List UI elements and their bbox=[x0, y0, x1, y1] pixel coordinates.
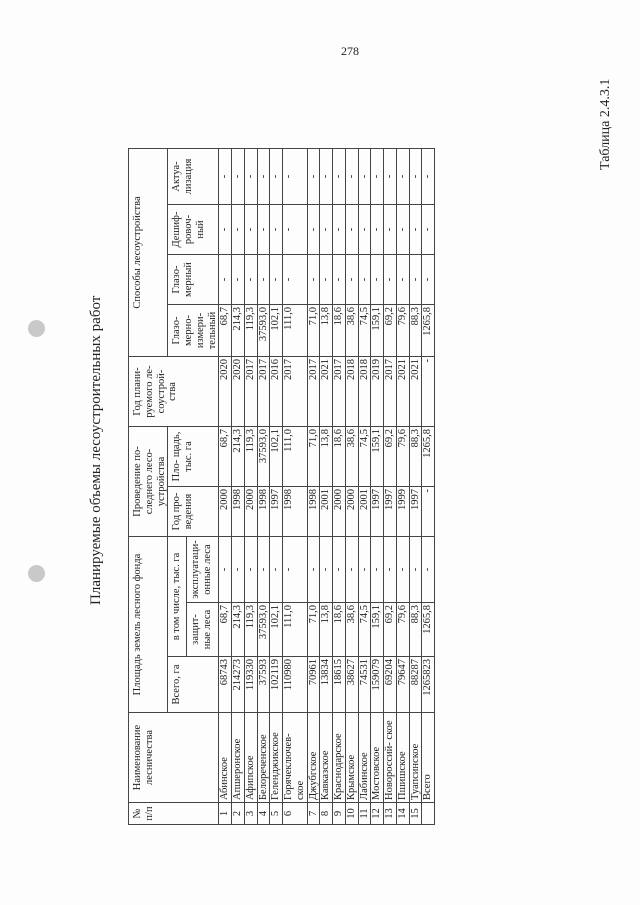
cell-plan: 2016 bbox=[270, 357, 283, 427]
cell-m2: - bbox=[283, 255, 308, 305]
cell-area: 214,3 bbox=[232, 427, 245, 487]
table-row bbox=[219, 149, 232, 825]
cell-prot: 74,5 bbox=[358, 603, 371, 657]
cell-m1: 74,5 bbox=[358, 305, 371, 357]
cell-m4: - bbox=[396, 149, 409, 205]
cell-m3: - bbox=[345, 205, 358, 255]
cell-m2: - bbox=[270, 255, 283, 305]
header-method-2: Глазо- мерный bbox=[168, 255, 219, 305]
cell-n: 6 bbox=[283, 803, 308, 825]
cell-m4: - bbox=[307, 149, 320, 205]
cell-m4: - bbox=[409, 149, 422, 205]
cell-m4: - bbox=[270, 149, 283, 205]
cell-prot: 38,6 bbox=[345, 603, 358, 657]
cell-m2: - bbox=[371, 255, 384, 305]
cell-m3: - bbox=[333, 205, 346, 255]
cell-m4: - bbox=[345, 149, 358, 205]
cell-total: 1265823 bbox=[422, 657, 435, 713]
cell-n: 8 bbox=[320, 803, 333, 825]
table-row bbox=[270, 149, 283, 825]
cell-year: 1998 bbox=[307, 487, 320, 537]
cell-m1: 159,1 bbox=[371, 305, 384, 357]
cell-m1: 214,3 bbox=[232, 305, 245, 357]
cell-plan: - bbox=[422, 357, 435, 427]
cell-n: 1 bbox=[219, 803, 232, 825]
cell-m2: - bbox=[333, 255, 346, 305]
cell-n: 4 bbox=[257, 803, 270, 825]
cell-year: 2001 bbox=[358, 487, 371, 537]
cell-m3: - bbox=[396, 205, 409, 255]
cell-prot: 37593,0 bbox=[257, 603, 270, 657]
cell-m1: 111,0 bbox=[283, 305, 308, 357]
table-row bbox=[396, 149, 409, 825]
cell-n: 3 bbox=[244, 803, 257, 825]
cell-expl: - bbox=[409, 537, 422, 603]
cell-year: - bbox=[422, 487, 435, 537]
cell-m3: - bbox=[219, 205, 232, 255]
document-title: Планируемые объемы лесоустроительных работ bbox=[88, 295, 104, 605]
cell-m3: - bbox=[257, 205, 270, 255]
cell-name: Туапсинское bbox=[409, 713, 422, 803]
cell-plan: 2017 bbox=[257, 357, 270, 427]
cell-expl: - bbox=[333, 537, 346, 603]
table-body bbox=[219, 149, 435, 825]
cell-m3: - bbox=[244, 205, 257, 255]
cell-m4: - bbox=[333, 149, 346, 205]
table-row bbox=[333, 149, 346, 825]
cell-expl: - bbox=[244, 537, 257, 603]
cell-area: 69,2 bbox=[384, 427, 397, 487]
cell-n: 2 bbox=[232, 803, 245, 825]
cell-expl: - bbox=[384, 537, 397, 603]
cell-m1: 69,2 bbox=[384, 305, 397, 357]
cell-m2: - bbox=[409, 255, 422, 305]
cell-plan: 2021 bbox=[320, 357, 333, 427]
cell-total: 13834 bbox=[320, 657, 333, 713]
cell-plan: 2020 bbox=[232, 357, 245, 427]
header-method-3: Дешиф- ровоч- ный bbox=[168, 205, 219, 255]
table-row bbox=[371, 149, 384, 825]
cell-m3: - bbox=[232, 205, 245, 255]
cell-m1: 88,3 bbox=[409, 305, 422, 357]
cell-expl: - bbox=[371, 537, 384, 603]
cell-name: Абинское bbox=[219, 713, 232, 803]
cell-m2: - bbox=[358, 255, 371, 305]
cell-m2: - bbox=[257, 255, 270, 305]
cell-area: 18,6 bbox=[333, 427, 346, 487]
cell-name: Афипское bbox=[244, 713, 257, 803]
cell-total: 38627 bbox=[345, 657, 358, 713]
cell-area: 79,6 bbox=[396, 427, 409, 487]
cell-m4: - bbox=[384, 149, 397, 205]
cell-total: 102119 bbox=[270, 657, 283, 713]
cell-expl: - bbox=[307, 537, 320, 603]
cell-prot: 111,0 bbox=[283, 603, 308, 657]
header-prev-area: Пло- щадь, тыс. га bbox=[168, 427, 219, 487]
cell-m4: - bbox=[232, 149, 245, 205]
cell-prot: 68,7 bbox=[219, 603, 232, 657]
cell-expl: - bbox=[219, 537, 232, 603]
cell-m4: - bbox=[244, 149, 257, 205]
cell-area: 68,7 bbox=[219, 427, 232, 487]
cell-prot: 159,1 bbox=[371, 603, 384, 657]
cell-m3: - bbox=[358, 205, 371, 255]
cell-total: 110980 bbox=[283, 657, 308, 713]
cell-year: 2000 bbox=[219, 487, 232, 537]
cell-year: 2001 bbox=[320, 487, 333, 537]
header-row-1 bbox=[129, 149, 168, 825]
table-row bbox=[358, 149, 371, 825]
cell-prot: 18,6 bbox=[333, 603, 346, 657]
cell-total: 37593 bbox=[257, 657, 270, 713]
cell-total: 214273 bbox=[232, 657, 245, 713]
cell-area: 102,1 bbox=[270, 427, 283, 487]
table-row bbox=[232, 149, 245, 825]
cell-area: 159,1 bbox=[371, 427, 384, 487]
cell-m3: - bbox=[371, 205, 384, 255]
header-method-1: Глазо- мерно- измери- тельный bbox=[168, 305, 219, 357]
cell-m2: - bbox=[307, 255, 320, 305]
cell-name: Белореченское bbox=[257, 713, 270, 803]
cell-plan: 2017 bbox=[244, 357, 257, 427]
cell-n: 13 bbox=[384, 803, 397, 825]
header-prev-group: Проведение по- следнего лесо- устройства bbox=[129, 427, 168, 537]
cell-plan: 2018 bbox=[358, 357, 371, 427]
cell-year: 1998 bbox=[257, 487, 270, 537]
cell-m4: - bbox=[283, 149, 308, 205]
cell-m1: 119,3 bbox=[244, 305, 257, 357]
cell-n: 5 bbox=[270, 803, 283, 825]
table-row bbox=[257, 149, 270, 825]
cell-n: 12 bbox=[371, 803, 384, 825]
cell-prot: 13,8 bbox=[320, 603, 333, 657]
cell-expl: - bbox=[358, 537, 371, 603]
cell-m3: - bbox=[409, 205, 422, 255]
cell-year: 2000 bbox=[244, 487, 257, 537]
cell-m3: - bbox=[384, 205, 397, 255]
cell-name: Крымское bbox=[345, 713, 358, 803]
cell-prot: 79,6 bbox=[396, 603, 409, 657]
cell-total: 79647 bbox=[396, 657, 409, 713]
cell-area: 13,8 bbox=[320, 427, 333, 487]
cell-year: 1997 bbox=[384, 487, 397, 537]
page-number: 278 bbox=[341, 44, 359, 58]
cell-expl: - bbox=[283, 537, 308, 603]
cell-m2: - bbox=[320, 255, 333, 305]
cell-m3: - bbox=[283, 205, 308, 255]
cell-expl: - bbox=[270, 537, 283, 603]
cell-area: 38,6 bbox=[345, 427, 358, 487]
cell-prot: 88,3 bbox=[409, 603, 422, 657]
cell-n: 7 bbox=[307, 803, 320, 825]
cell-m1: 79,6 bbox=[396, 305, 409, 357]
header-total: Всего, га bbox=[168, 657, 219, 713]
cell-plan: 2018 bbox=[345, 357, 358, 427]
cell-n: 10 bbox=[345, 803, 358, 825]
cell-year: 1998 bbox=[283, 487, 308, 537]
cell-plan: 2020 bbox=[219, 357, 232, 427]
cell-prot: 71,0 bbox=[307, 603, 320, 657]
cell-expl: - bbox=[396, 537, 409, 603]
table-row bbox=[345, 149, 358, 825]
table-row bbox=[320, 149, 333, 825]
cell-m2: - bbox=[345, 255, 358, 305]
cell-total: 18615 bbox=[333, 657, 346, 713]
cell-total: 68743 bbox=[219, 657, 232, 713]
header-num: № п/п bbox=[129, 803, 219, 825]
cell-prot: 1265,8 bbox=[422, 603, 435, 657]
cell-expl: - bbox=[257, 537, 270, 603]
forest-works-table bbox=[128, 148, 435, 825]
header-methods: Способы лесоустройства bbox=[129, 149, 168, 357]
cell-area: 111,0 bbox=[283, 427, 308, 487]
cell-plan: 2019 bbox=[371, 357, 384, 427]
cell-m1: 68,7 bbox=[219, 305, 232, 357]
cell-area: 74,5 bbox=[358, 427, 371, 487]
cell-m4: - bbox=[219, 149, 232, 205]
cell-name: Мостовское bbox=[371, 713, 384, 803]
cell-name: Апшеронское bbox=[232, 713, 245, 803]
cell-name: Геленджикское bbox=[270, 713, 283, 803]
header-incl: в том числе, тыс. га bbox=[168, 537, 187, 657]
table-row bbox=[283, 149, 308, 825]
cell-expl: - bbox=[422, 537, 435, 603]
header-area-group: Площадь земель лесного фонда bbox=[129, 537, 168, 713]
cell-n: 14 bbox=[396, 803, 409, 825]
cell-plan: 2021 bbox=[396, 357, 409, 427]
cell-expl: - bbox=[232, 537, 245, 603]
cell-m1: 1265,8 bbox=[422, 305, 435, 357]
cell-year: 2000 bbox=[333, 487, 346, 537]
cell-total: 119330 bbox=[244, 657, 257, 713]
cell-year: 1997 bbox=[270, 487, 283, 537]
cell-area: 1265,8 bbox=[422, 427, 435, 487]
cell-m2: - bbox=[384, 255, 397, 305]
cell-m1: 38,6 bbox=[345, 305, 358, 357]
cell-plan: 2017 bbox=[384, 357, 397, 427]
table-label: Таблица 2.4.3.1 bbox=[598, 78, 613, 170]
cell-year: 1998 bbox=[232, 487, 245, 537]
cell-year: 2000 bbox=[345, 487, 358, 537]
cell-m3: - bbox=[307, 205, 320, 255]
table-row bbox=[422, 149, 435, 825]
cell-n: 9 bbox=[333, 803, 346, 825]
cell-m3: - bbox=[270, 205, 283, 255]
cell-name: Лабинское bbox=[358, 713, 371, 803]
cell-m2: - bbox=[244, 255, 257, 305]
cell-n: 11 bbox=[358, 803, 371, 825]
cell-prot: 69,2 bbox=[384, 603, 397, 657]
cell-area: 88,3 bbox=[409, 427, 422, 487]
header-exploit: эксплуатаци- онные леса bbox=[186, 537, 218, 603]
cell-n bbox=[422, 803, 435, 825]
header-method-4: Актуа- лизация bbox=[168, 149, 219, 205]
cell-m1: 18,6 bbox=[333, 305, 346, 357]
table-row bbox=[384, 149, 397, 825]
cell-prot: 119,3 bbox=[244, 603, 257, 657]
cell-expl: - bbox=[320, 537, 333, 603]
cell-m4: - bbox=[320, 149, 333, 205]
cell-name: Горячеключев- ское bbox=[283, 713, 308, 803]
cell-m1: 37593,0 bbox=[257, 305, 270, 357]
cell-m2: - bbox=[422, 255, 435, 305]
cell-area: 119,3 bbox=[244, 427, 257, 487]
cell-m3: - bbox=[422, 205, 435, 255]
header-protective: защит- ные леса bbox=[186, 603, 218, 657]
cell-total: 74531 bbox=[358, 657, 371, 713]
cell-m3: - bbox=[320, 205, 333, 255]
header-plan-year: Год плани- руемого ле- соустрой- ства bbox=[129, 357, 219, 427]
cell-total: 70961 bbox=[307, 657, 320, 713]
cell-area: 37593,0 bbox=[257, 427, 270, 487]
header-name: Наименование лесничества bbox=[129, 713, 219, 803]
cell-m2: - bbox=[232, 255, 245, 305]
cell-m4: - bbox=[257, 149, 270, 205]
cell-expl: - bbox=[345, 537, 358, 603]
cell-m1: 71,0 bbox=[307, 305, 320, 357]
cell-prot: 102,1 bbox=[270, 603, 283, 657]
table-row bbox=[244, 149, 257, 825]
cell-name: Всего bbox=[422, 713, 435, 803]
cell-year: 1997 bbox=[409, 487, 422, 537]
cell-year: 1997 bbox=[371, 487, 384, 537]
cell-m2: - bbox=[396, 255, 409, 305]
cell-year: 1999 bbox=[396, 487, 409, 537]
cell-m1: 13,8 bbox=[320, 305, 333, 357]
cell-total: 88287 bbox=[409, 657, 422, 713]
cell-plan: 2021 bbox=[409, 357, 422, 427]
cell-m4: - bbox=[371, 149, 384, 205]
cell-n: 15 bbox=[409, 803, 422, 825]
header-prev-year: Год про- ведения bbox=[168, 487, 219, 537]
cell-m4: - bbox=[358, 149, 371, 205]
cell-plan: 2017 bbox=[333, 357, 346, 427]
cell-total: 69204 bbox=[384, 657, 397, 713]
cell-plan: 2017 bbox=[283, 357, 308, 427]
table-row bbox=[307, 149, 320, 825]
cell-name: Джубгское bbox=[307, 713, 320, 803]
cell-area: 71,0 bbox=[307, 427, 320, 487]
cell-m2: - bbox=[219, 255, 232, 305]
cell-total: 159079 bbox=[371, 657, 384, 713]
cell-name: Новороссий- ское bbox=[384, 713, 397, 803]
cell-plan: 2017 bbox=[307, 357, 320, 427]
cell-name: Пшишское bbox=[396, 713, 409, 803]
table-row bbox=[409, 149, 422, 825]
cell-name: Кавказское bbox=[320, 713, 333, 803]
cell-name: Краснодарское bbox=[333, 713, 346, 803]
cell-m4: - bbox=[422, 149, 435, 205]
cell-prot: 214,3 bbox=[232, 603, 245, 657]
cell-m1: 102,1 bbox=[270, 305, 283, 357]
